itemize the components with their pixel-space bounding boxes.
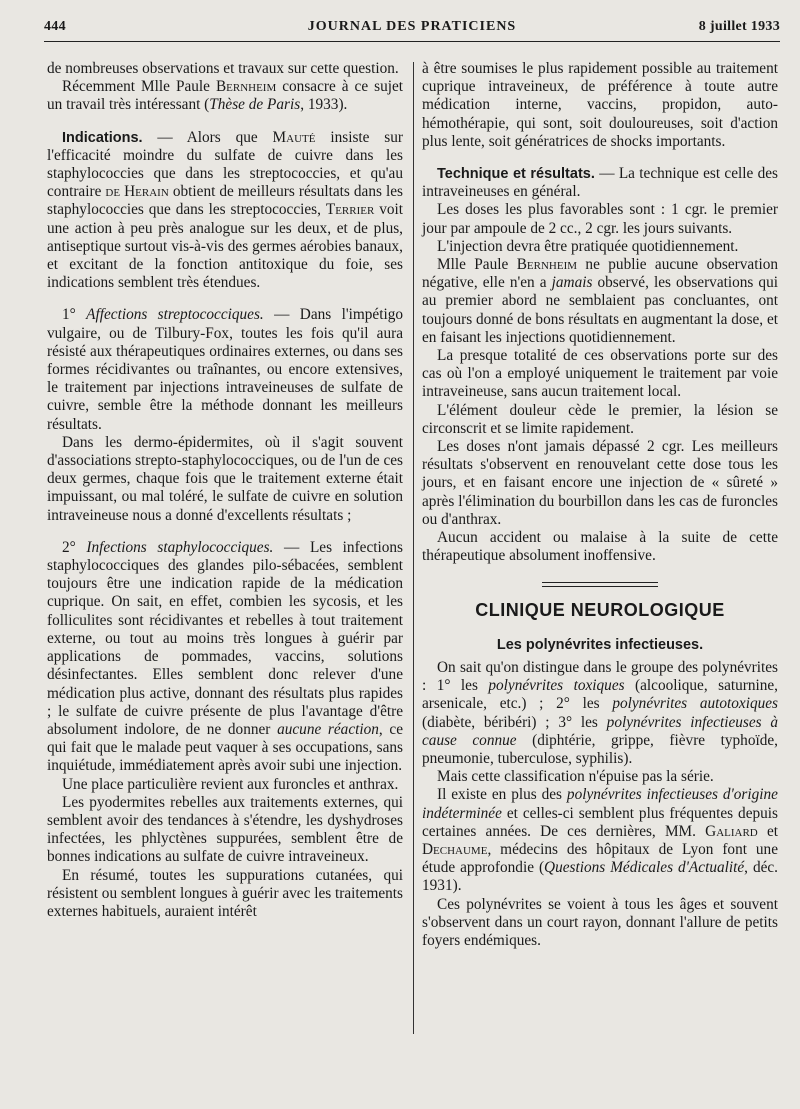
subheading: Infections staphylococciques. xyxy=(86,538,274,556)
paragraph: On sait qu'on distingue dans le groupe des polynévrites : 1° les polynévrites toxiques (alcoolique, saturnine, arsenicale, etc.) ; 2° les polynévrites autotoxiques (diabète, béribéri) ; 3° les polynévrites infectieuses à cause connue (diphtérie, grippe, fièvre typhoïde, pneumonie, tuberculose, syphilis). xyxy=(422,658,779,767)
author-name: Bernheim xyxy=(215,78,277,96)
citation: Thèse de Paris xyxy=(209,96,301,114)
paragraph: Mais cette classification n'épuise pas la série. xyxy=(437,768,714,786)
section-title: CLINIQUE NEUROLOGIQUE xyxy=(475,600,725,621)
journal-title: JOURNAL DES PRATICIENS xyxy=(307,19,517,34)
author-name: Bernheim xyxy=(516,256,578,274)
left-column xyxy=(47,60,403,921)
paragraph: La presque totalité de ces observations porte sur des cas où l'on a employé uniquement le traitement par voie intraveineuse, sans aucun traitement local. xyxy=(422,347,778,401)
paragraph: Une place particulière revient aux furoncles et anthrax. xyxy=(62,775,399,793)
paragraph: Les doses les plus favorables sont : 1 cgr. le premier jour par ampoule de 2 cc., 2 cgr. les jours suivants. xyxy=(422,201,778,237)
subheading: Affections streptococciques. xyxy=(86,306,264,324)
run-in-heading: Technique et résultats. xyxy=(437,166,595,183)
run-in-heading: Indications. xyxy=(62,129,143,146)
paragraph: Ces polynévrites se voient à tous les âges et souvent s'observent dans un court rayon, donnant l'allure de petits foyers endémiques. xyxy=(422,895,778,949)
paragraph: Mlle Paule Bernheim ne publie aucune observation négative, elle n'en a jamais observé, les observations qui au premier abord ne semblaient pas concluantes, ont toujours donné de bons résultats en augmentant la dose, et en faisant les injections quotidiennement. xyxy=(422,256,779,346)
paragraph: 2° Infections staphylococciques. — Les infections staphylococciques des glandes pilo-sébacées, semblent toujours être une indication rapide de la médication cuprique. On sait, en effet, combien les sycosis, et les folliculites sont récidivantes et rebelles à tout traitement externe, ou tout au moins très longues à guérir par applications de pommades, vaccins, solutions désinfectantes. Elles semblent donc relever d'une médication plus active, donnant des résultats plus rapides ; le sulfate de cuivre présente de plus l'avantage d'être absolument indolore, de ne donner aucune réaction, ce qui fait que le malade peut vaquer à ses occupations, sans inquiétude, immédiatement après avoir subi une injection. xyxy=(47,538,403,775)
issue-date: 8 juillet 1933 xyxy=(698,19,780,34)
paragraph: Dans les dermo-épidermites, où il s'agit souvent d'associations strepto-staphylococciques, ou de l'un de ces deux germes, chaque fois que le traitement externe était impuissant, ou mal toléré, le sulfate de cuivre en solution intraveineuse nous a donné d'excellents résultats ; xyxy=(47,433,403,524)
right-column xyxy=(422,60,778,950)
paragraph: Les pyodermites rebelles aux traitements externes, qui semblent avoir des tendances à s'étendre, les dyshydroses infectées, les phlyctènes suppurées, semblent être de bonnes indications au sulfate de cuivre intraveineux. xyxy=(47,793,403,866)
header-rule xyxy=(44,41,780,42)
double-rule xyxy=(542,582,658,587)
section-break xyxy=(422,582,778,653)
paragraph: Aucun accident ou malaise à la suite de cette thérapeutique absolument inoffensive. xyxy=(422,529,778,565)
article-title: Les polynévrites infectieuses. xyxy=(496,636,704,653)
paragraph-indications: Indications. — Alors que Mauté insiste sur l'efficacité moindre du sulfate de cuivre dans les staphylococcies que dans les streptococcies, et qu'au contraire de Herain obtient de meilleurs résultats dans les staphylococcies que dans les streptococcies, Terrier voit une action à peu près analogue sur les deux, et de plus, antiseptique surtout vis-à-vis des germes aérobies banaux, et excitant de la fonction antitoxique du foie, ses indications semblent très étendues. xyxy=(47,128,403,292)
paragraph: Les doses n'ont jamais dépassé 2 cgr. Les meilleurs résultats s'observent en renouvelant cette dose tous les jours, et en faisant encore une injection de « sûreté » après l'élimination du bourbillon dans les cas de furoncles ou d'anthrax. xyxy=(422,438,778,528)
paragraph: Il existe en plus des polynévrites infectieuses d'origine indéterminée et celles-ci semblent plus fréquentes depuis certaines années. De ces dernières, MM. Galiard et Dechaume, médecins des hôpitaux de Lyon font une étude approfondie (Questions Médicales d'Actualité, déc. 1931). xyxy=(422,786,778,895)
column-divider xyxy=(413,62,414,1034)
running-header xyxy=(44,16,780,38)
paragraph: L'élément douleur cède le premier, la lésion se circonscrit et se limite rapidement. xyxy=(422,401,778,437)
page-number: 444 xyxy=(44,19,66,34)
paragraph: 1° Affections streptococciques. — Dans l'impétigo vulgaire, ou de Tilbury-Fox, toutes les fois qu'il aura résisté aux thérapeutiques ordinaires externes, ou dans ses formes récidivantes ou traînantes, ou encore extensives, le traitement par injections intraveineuses de sulfate de cuivre, semble être la méthode donnant les meilleurs résultats. xyxy=(47,306,403,433)
paragraph: à être soumises le plus rapidement possible au traitement cuprique intraveineux, de préférence à toute autre médication interne, vaccins, propidon, auto-hémothérapie, qui sont, soit douloureuses, soit d'action plus lente, soit génératrices de shocks importants. xyxy=(422,60,778,150)
paragraph: de nombreuses observations et travaux sur cette question. xyxy=(47,60,399,77)
paragraph-technique: Technique et résultats. — La technique est celle des intraveineuses en général. xyxy=(422,165,778,201)
paragraph: En résumé, toutes les suppurations cutanées, qui résistent ou semblent longues à guérir avec les traitements externes habituels, auraient intérêt xyxy=(47,866,403,920)
paragraph: Récemment Mlle Paule Bernheim consacre à ce sujet un travail très intéressant (Thèse de Paris, 1933). xyxy=(47,78,404,114)
paragraph: L'injection devra être pratiquée quotidiennement. xyxy=(437,237,739,255)
